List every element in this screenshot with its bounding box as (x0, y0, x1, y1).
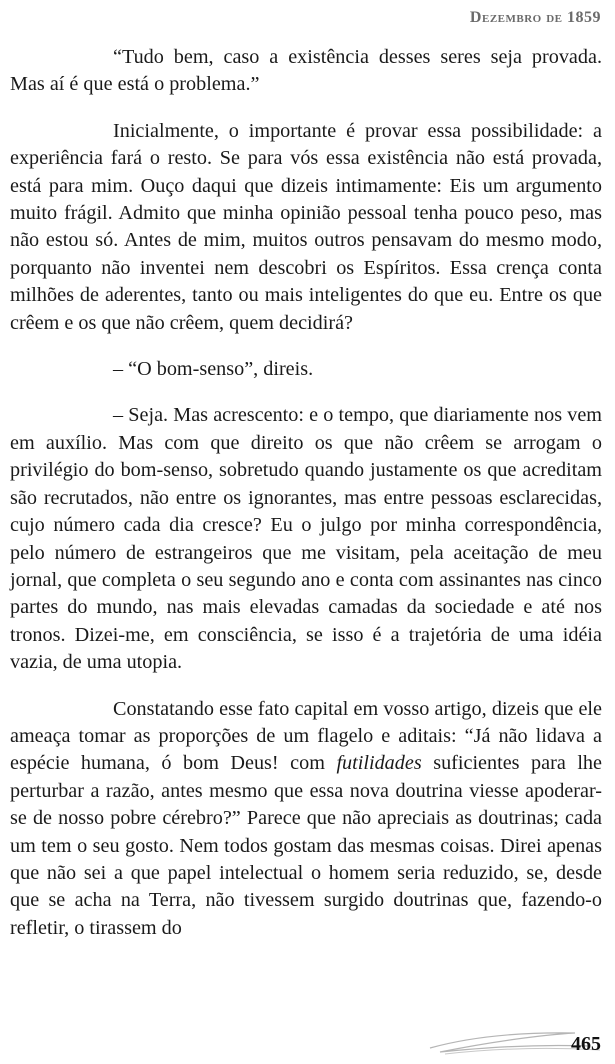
italic-word: futilidades (336, 752, 422, 775)
page-footer (0, 1004, 615, 1064)
paragraph (10, 696, 602, 943)
running-head: Dezembro de 1859 (469, 9, 601, 26)
paragraph: “Tudo bem, caso a existência desses seres seja provada. Mas aí é que está o problema.” (10, 46, 602, 96)
paragraph: – Seja. Mas acrescento: e o tempo, que diariamente nos vem em auxílio. Mas com que direito os que não crêem se arrogam o privilégio do bom-senso, sobretudo quando justamente os que acreditam são recrutados, não entre os ignorantes, mas entre pessoas esclarecidas, cujo número cada dia cresce? Eu o julgo por minha correspondência, pelo número de estrangeiros que me visitam, pela aceitação de meu jornal, que completa o seu segundo ano e conta com assinantes nas cinco partes do mundo, nas mais elevadas camadas da sociedade e até nos tronos. Dizei-me, em consciência, se isso é a trajetória de uma idéia vazia, de uma utopia. (10, 404, 602, 674)
body-text (10, 44, 602, 961)
decorative-swoosh (0, 1004, 615, 1064)
paragraph: – “O bom-senso”, direis. (113, 358, 314, 381)
paragraph: Inicialmente, o importante é provar essa possibilidade: a experiência fará o resto. Se para vós essa existência não está provada, está para mim. Ouço daqui que dizeis intimamente: Eis um argumento muito frágil. Admito que minha opinião pessoal tenha pouco peso, mas não estou só. Antes de mim, muitos outros pensavam do mesmo modo, porquanto não inventei nem descobri os Espíritos. Essa crença conta milhões de aderentes, tanto ou mais inteligentes do que eu. Entre os que crêem e os que não crêem, quem decidirá? (10, 119, 602, 334)
paragraph-text: Constatando esse fato capital em vosso artigo, dizeis que ele ameaça tomar as proporções de um flagelo e aditais: “Já não lidava a espécie humana, ó bom Deus! com (10, 697, 602, 775)
page-number: 465 (571, 1033, 601, 1055)
paragraph-text: suficientes para lhe perturbar a razão, antes mesmo que essa nova doutrina viesse apoderar-se de nosso pobre cérebro?” Parece que não apreciais as doutrinas; cada um tem o seu gosto. Nem todos gostam das mesmas coisas. Direi apenas que não sei a que papel intelectual o homem seria reduzido, se, desde que se acha na Terra, não tivessem surgido doutrinas que, fazendo-o refletir, o tirassem do (10, 752, 602, 939)
